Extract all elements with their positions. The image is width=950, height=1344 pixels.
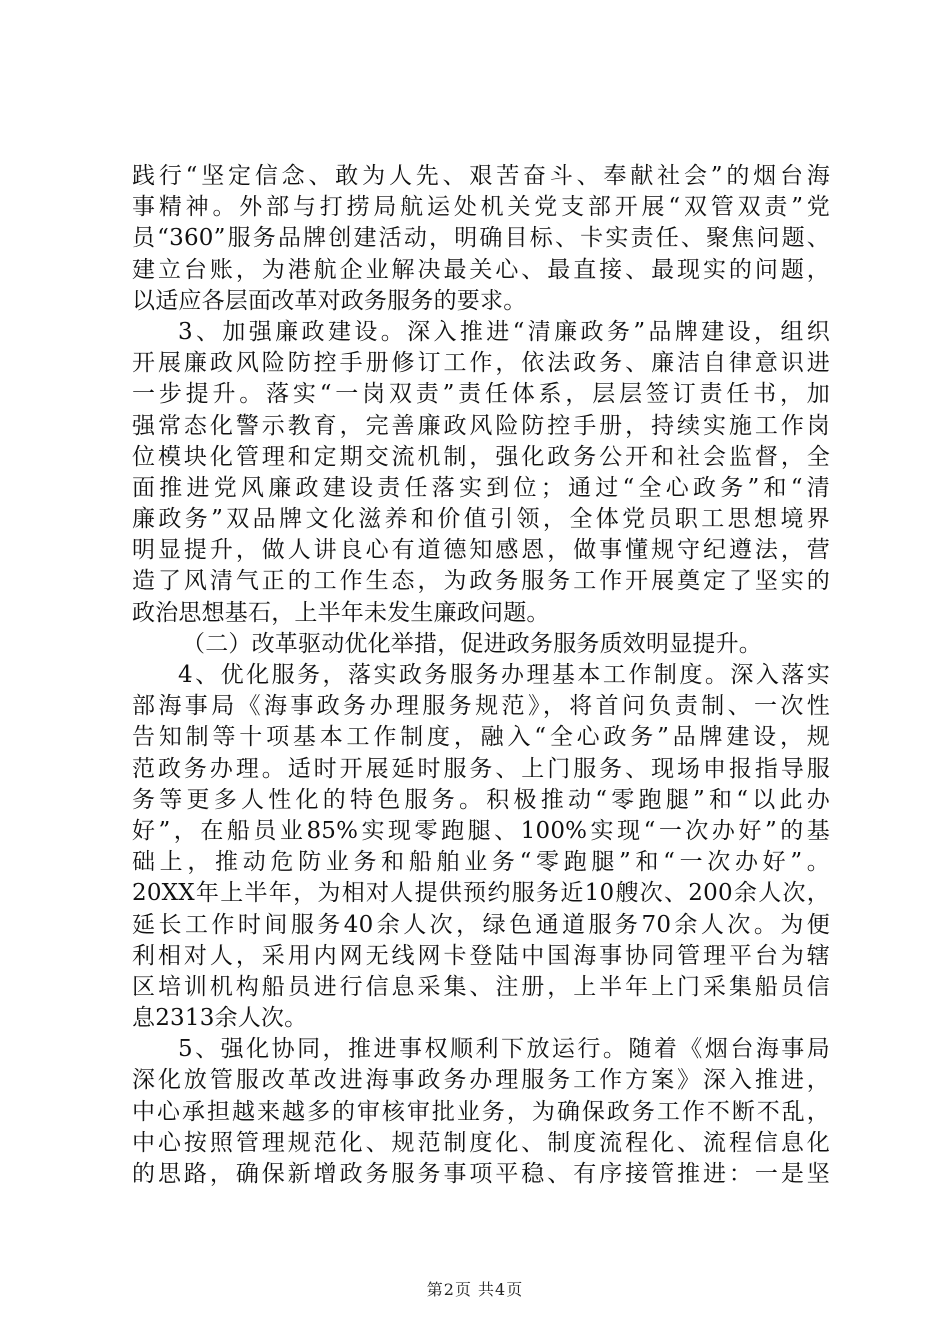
text-line: 部海事局《海事政务办理服务规范》，将首问负责制、一次性: [132, 693, 830, 720]
text-line: 中心按照管理规范化、规范制度化、制度流程化、流程信息化: [132, 1129, 830, 1156]
document-body: [132, 161, 830, 1190]
text-line: 区培训机构船员进行信息采集、注册，上半年上门采集船员信: [132, 973, 830, 1000]
text-line: 建立台账，为港航企业解决最关心、最直接、最现实的问题，: [132, 256, 830, 283]
text-line: 深化放管服改革改进海事政务办理服务工作方案》深入推进，: [132, 1067, 830, 1094]
text-line: 延长工作时间服务40余人次，绿色通道服务70余人次。为便: [132, 911, 830, 938]
text-line: 范政务办理。适时开展延时服务、上门服务、现场申报指导服: [132, 755, 830, 782]
text-line: 告知制等十项基本工作制度，融入“全心政务”品牌建设，规: [132, 724, 830, 751]
text-line: 好”，在船员业85%实现零跑腿、100%实现“一次办好”的基: [132, 817, 830, 844]
text-line: 4、优化服务，落实政务服务办理基本工作制度。深入落实: [178, 662, 830, 688]
text-line: 3、加强廉政建设。深入推进“清廉政务”品牌建设，组织: [178, 318, 830, 345]
text-line: 践行“坚定信念、敢为人先、艰苦奋斗、奉献社会”的烟台海: [132, 163, 830, 189]
text-line: 政治思想基石，上半年未发生廉政问题。: [132, 599, 550, 626]
text-line: 员“360”服务品牌创建活动，明确目标、卡实责任、聚焦问题、: [132, 225, 830, 252]
text-line: 础上，推动危防业务和船舶业务“零跑腿”和“一次办好”。: [132, 849, 830, 876]
text-line: 以适应各层面改革对政务服务的要求。: [132, 287, 527, 314]
text-line: 事精神。外部与打捞局航运处机关党支部开展“双管双责”党: [132, 194, 830, 221]
text-line: 一步提升。落实“一岗双责”责任体系，层层签订责任书，加: [132, 381, 830, 408]
text-line: 位模块化管理和定期交流机制，强化政务公开和社会监督，全: [132, 443, 830, 470]
text-line: 利相对人，采用内网无线网卡登陆中国海事协同管理平台为辖: [132, 942, 830, 969]
text-line: 造了风清气正的工作生态，为政务服务工作开展奠定了坚实的: [132, 568, 830, 595]
text-line: 息2313余人次。: [132, 1005, 308, 1032]
text-line: 廉政务”双品牌文化滋养和价值引领，全体党员职工思想境界: [132, 506, 830, 533]
text-line: 5、强化协同，推进事权顺利下放运行。随着《烟台海事局: [178, 1036, 830, 1063]
text-line: 中心承担越来越多的审核审批业务，为确保政务工作不断不乱，: [132, 1098, 830, 1125]
text-line: 的思路，确保新增政务服务事项平稳、有序接管推进：一是坚: [132, 1161, 830, 1187]
text-line: 务等更多人性化的特色服务。积极推动“零跑腿”和“以此办: [132, 786, 830, 813]
page-number-footer: 第2页 共4页: [426, 1280, 524, 1299]
text-line: 强常态化警示教育，完善廉政风险防控手册，持续实施工作岗: [132, 412, 830, 439]
text-line: 开展廉政风险防控手册修订工作，依法政务、廉洁自律意识进: [132, 350, 830, 377]
text-line: 20XX年上半年，为相对人提供预约服务近10艘次、200余人次，: [132, 880, 830, 907]
section-heading: （二）改革驱动优化举措，促进政务服务质效明显提升。: [182, 630, 762, 657]
text-line: 明显提升，做人讲良心有道德知感恩，做事懂规守纪遵法，营: [132, 537, 830, 564]
text-line: 面推进党风廉政建设责任落实到位；通过“全心政务”和“清: [132, 474, 830, 501]
